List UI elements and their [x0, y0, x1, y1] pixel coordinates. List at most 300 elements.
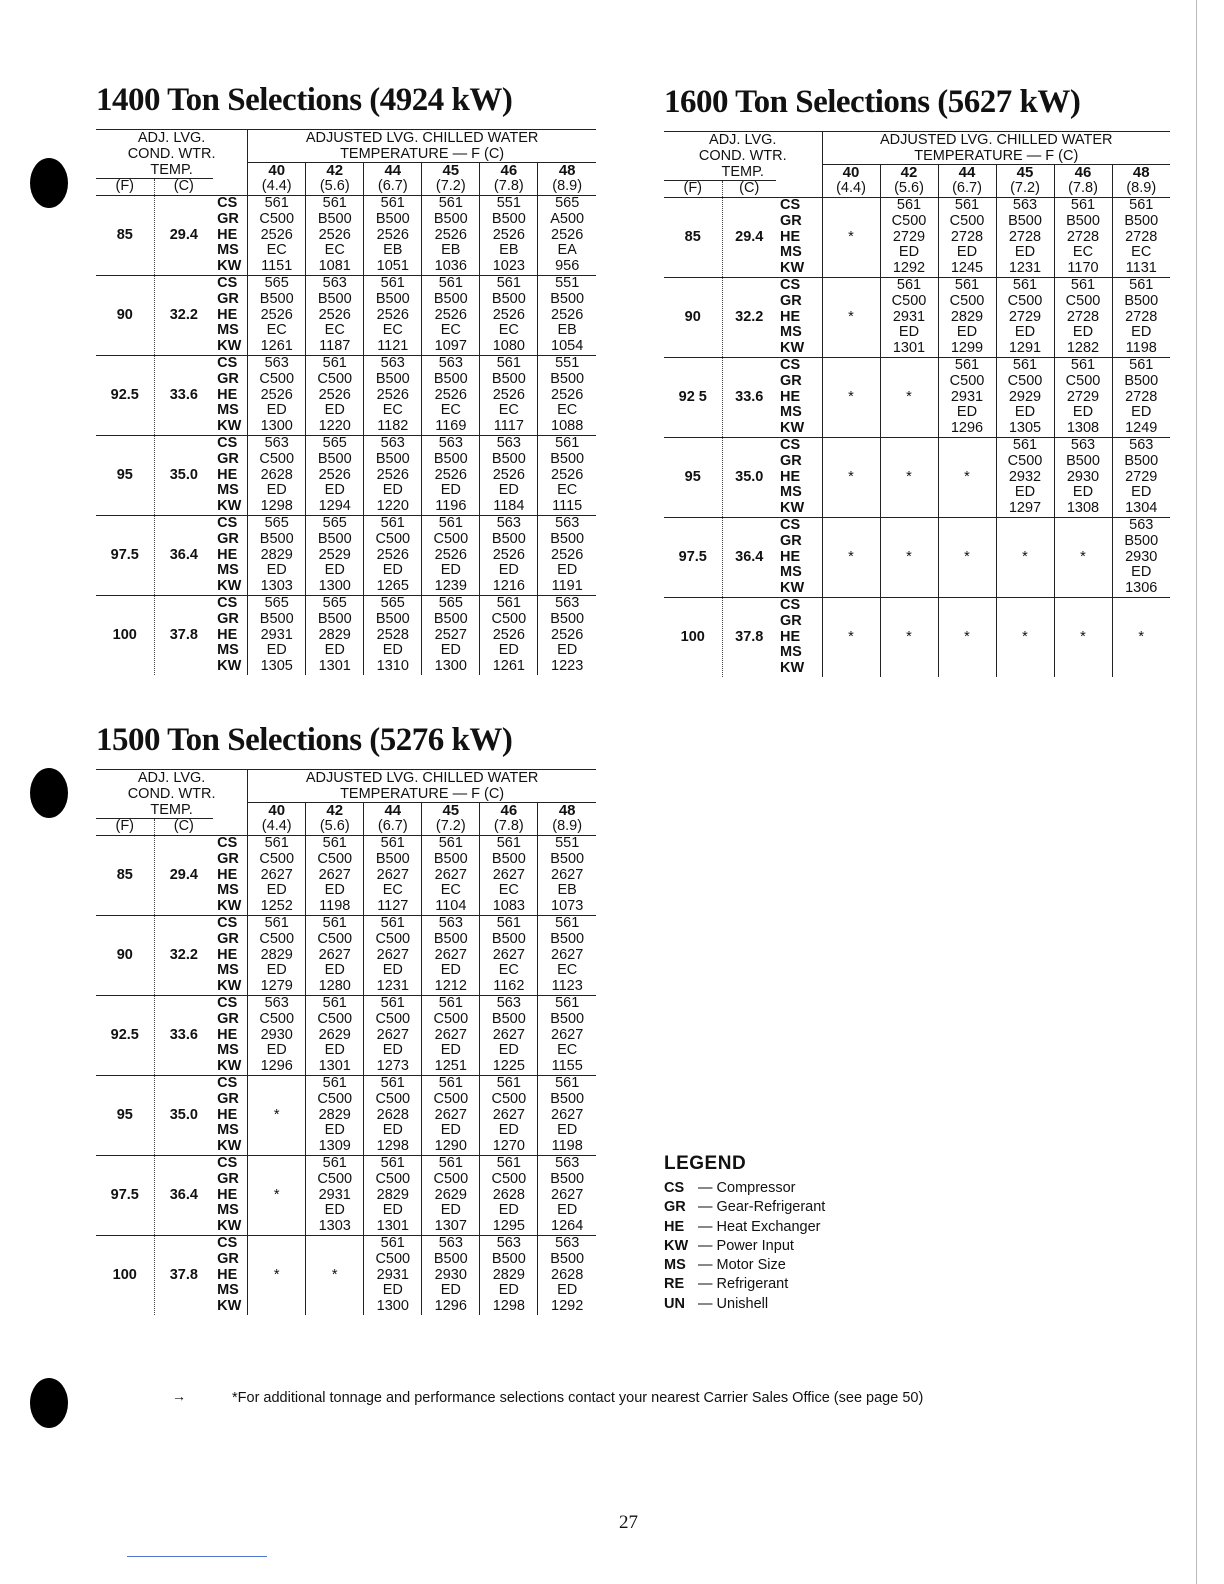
cell-value: 2627	[434, 1106, 467, 1123]
unavailable-cell: *	[822, 438, 880, 518]
cell-value: 2729	[1066, 388, 1100, 405]
cell-value: 565	[264, 515, 289, 532]
cell-value: 1088	[551, 418, 584, 435]
cell-value: 565	[555, 195, 580, 212]
cell-value: ED	[266, 562, 287, 579]
cell-value: 2526	[551, 226, 584, 243]
col-f-2: 44	[364, 803, 422, 819]
cell-value: ED	[324, 1122, 345, 1139]
legend-code: CS	[664, 1180, 685, 1196]
cell-value: 561	[954, 357, 980, 374]
selection-cell	[538, 196, 596, 276]
code-labels: CS GR HE MS KW	[217, 1075, 242, 1155]
selection-cell	[1054, 438, 1112, 518]
cell-value: B500	[491, 930, 526, 947]
selection-cell	[364, 516, 422, 596]
table-row	[96, 1076, 596, 1156]
cell-value: 561	[555, 915, 580, 932]
selection-cell	[1054, 198, 1112, 278]
unavailable-cell: *	[880, 518, 938, 598]
cell-value: 1292	[551, 1298, 584, 1315]
table-row	[664, 438, 1170, 518]
unavailable-cell: *	[822, 358, 880, 438]
cell-value: 2728	[950, 228, 984, 245]
cell-value: ED	[440, 642, 461, 659]
col-c-4: (7.8)	[480, 819, 538, 836]
selection-cell	[538, 356, 596, 436]
cell-value: C500	[491, 1090, 527, 1107]
header-c-row	[96, 819, 596, 836]
table-row	[96, 596, 596, 675]
cell-value: ED	[324, 402, 345, 419]
cell-value: 2729	[892, 228, 926, 245]
cell-value: EC	[498, 322, 519, 339]
cell-value: 1299	[950, 340, 984, 357]
cell-value: 563	[555, 1235, 580, 1252]
cell-value: B500	[1066, 212, 1100, 229]
header-chilled-line2: TEMPERATURE — F (C)	[340, 146, 505, 162]
cond-temp-f: 95	[664, 438, 722, 518]
cond-temp-f: 97.5	[664, 518, 722, 598]
cell-value: ED	[1014, 404, 1036, 421]
cond-temp-f: 90	[664, 278, 722, 358]
selection-cell	[364, 1156, 422, 1236]
cell-value: EC	[440, 882, 461, 899]
row-codes	[776, 598, 822, 677]
cell-value: 563	[1070, 437, 1096, 454]
legend-desc: — Motor Size	[698, 1257, 786, 1274]
cell-value: EC	[440, 322, 461, 339]
cond-temp-c: 37.8	[169, 1266, 198, 1283]
cell-value: 561	[322, 995, 347, 1012]
selection-cell	[1112, 438, 1170, 518]
cell-value: 1162	[493, 978, 525, 995]
cell-value: 1073	[551, 898, 584, 915]
cell-value: 563	[264, 995, 289, 1012]
cond-temp-c: 32.2	[154, 276, 213, 356]
cell-value: ED	[266, 482, 287, 499]
header-code-spacer	[213, 179, 248, 196]
cell-value: C500	[259, 210, 295, 227]
selection-cell	[422, 1236, 480, 1315]
cell-value: 2627	[551, 946, 584, 963]
col-f-0: 40	[822, 165, 880, 181]
cell-value: B500	[1124, 372, 1159, 389]
cell-value: 2526	[376, 226, 409, 243]
header-chilled-line1: ADJUSTED LVG. CHILLED WATER	[305, 770, 539, 786]
cell-value: 2627	[376, 1026, 409, 1043]
cell-value: B500	[317, 210, 352, 227]
cond-temp-c: 29.4	[722, 198, 776, 278]
cell-value: ED	[557, 1202, 578, 1219]
unit-c: (C)	[154, 819, 213, 836]
selection-cell	[422, 1076, 480, 1156]
col-c-0: (4.4)	[822, 181, 880, 198]
cell-value: ED	[440, 1122, 461, 1139]
legend-item	[664, 1295, 825, 1314]
row-codes	[213, 276, 248, 356]
selection-cell	[306, 996, 364, 1076]
cell-value: 2931	[376, 1266, 409, 1283]
header-c-row	[664, 181, 1170, 198]
cond-temp-c: 36.4	[154, 516, 213, 596]
legend	[664, 1153, 825, 1314]
legend-item	[664, 1179, 825, 1198]
cell-value: 565	[264, 595, 289, 612]
cell-value: 1298	[492, 1298, 525, 1315]
cell-value: B500	[259, 530, 294, 547]
header-chilled-line2: TEMPERATURE — F (C)	[914, 148, 1079, 164]
selection-cell	[538, 1156, 596, 1236]
cond-temp-c: 33.6	[154, 996, 213, 1076]
cell-value: 1307	[434, 1218, 467, 1235]
chilled-water-header	[248, 770, 596, 803]
selection-cell	[480, 356, 538, 436]
cell-value: ED	[498, 1282, 519, 1299]
cell-value: 561	[322, 1155, 347, 1172]
header-adj-lvg-line1: ADJ. LVG.	[137, 130, 206, 146]
cell-value: 1295	[492, 1218, 525, 1235]
cell-value: 1054	[551, 338, 584, 355]
cond-temp-f: 97.5	[96, 516, 154, 596]
cell-value: 561	[264, 915, 289, 932]
cell-value: C500	[891, 212, 927, 229]
col-c-4: (7.8)	[1054, 181, 1112, 198]
cell-value: 561	[438, 195, 463, 212]
cell-value: 1298	[260, 498, 293, 515]
cell-value: ED	[1072, 484, 1094, 501]
cell-value: 561	[438, 995, 463, 1012]
cond-temp-c: 29.4	[154, 196, 213, 276]
cell-value: EB	[499, 242, 519, 259]
col-c-5: (8.9)	[538, 819, 596, 836]
cell-value: C500	[375, 930, 411, 947]
cell-value: B500	[433, 290, 468, 307]
cell-value: 561	[380, 915, 405, 932]
cell-value: B500	[375, 610, 410, 627]
cell-value: 561	[496, 595, 521, 612]
cell-value: 563	[264, 355, 289, 372]
unavailable-cell: *	[248, 1236, 306, 1315]
cell-value: 561	[380, 1075, 405, 1092]
selection-cell	[538, 596, 596, 675]
cell-value: B500	[317, 290, 352, 307]
cell-value: ED	[382, 562, 403, 579]
cell-value: EB	[441, 242, 461, 259]
selection-cell	[996, 198, 1054, 278]
selection-cell	[248, 276, 306, 356]
cell-value: 565	[264, 275, 289, 292]
cell-value: 2627	[434, 866, 467, 883]
cell-value: 1216	[492, 578, 525, 595]
cell-value: 561	[438, 1075, 463, 1092]
row-codes	[776, 358, 822, 438]
cell-value: 2627	[434, 946, 467, 963]
col-f-4: 46	[480, 163, 538, 179]
selection-cell	[480, 596, 538, 675]
cell-value: 1115	[552, 498, 583, 515]
cell-value: 1220	[318, 418, 351, 435]
cell-value: B500	[1066, 452, 1100, 469]
cell-value: 1252	[260, 898, 293, 915]
cell-value: ED	[498, 1202, 519, 1219]
table-row	[664, 358, 1170, 438]
selection-cell	[480, 516, 538, 596]
legend-item	[664, 1218, 825, 1237]
cell-value: 2829	[260, 546, 293, 563]
cell-value: 563	[1012, 197, 1038, 214]
cell-value: B500	[491, 290, 526, 307]
cell-value: B500	[550, 1090, 585, 1107]
cell-value: 2627	[551, 1026, 584, 1043]
cell-value: 2526	[551, 386, 584, 403]
selection-cell	[422, 196, 480, 276]
cell-value: 565	[380, 595, 405, 612]
col-c-0: (4.4)	[248, 179, 306, 196]
selection-cell	[248, 916, 306, 996]
cell-value: 2728	[1066, 228, 1100, 245]
cell-value: ED	[557, 642, 578, 659]
cell-value: 1245	[950, 260, 984, 277]
cell-value: 1279	[260, 978, 293, 995]
table-row	[96, 1236, 596, 1315]
selection-cell	[480, 276, 538, 356]
cell-value: 1051	[376, 258, 409, 275]
cell-value: B500	[433, 610, 468, 627]
cell-value: C500	[433, 530, 469, 547]
cell-value: B500	[317, 610, 352, 627]
cell-value: ED	[956, 404, 978, 421]
header-temp: TEMP.	[150, 802, 193, 818]
unavailable-cell: *	[880, 598, 938, 677]
cell-value: 561	[380, 1235, 405, 1252]
selection-cell	[480, 196, 538, 276]
cell-value: EC	[498, 402, 519, 419]
row-codes	[213, 1156, 248, 1236]
unavailable-cell: *	[1112, 598, 1170, 677]
cell-value: C500	[1007, 452, 1043, 469]
selection-cell	[538, 436, 596, 516]
unavailable-cell: *	[248, 1156, 306, 1236]
unit-f: (F)	[664, 181, 722, 198]
legend-code: RE	[664, 1276, 685, 1293]
legend-item	[664, 1275, 825, 1294]
selection-cell	[538, 916, 596, 996]
cell-value: 1296	[260, 1058, 293, 1075]
code-labels: CS GR HE MS KW	[780, 597, 805, 677]
cell-value: 561	[1012, 357, 1038, 374]
selection-cell	[480, 916, 538, 996]
cell-value: ED	[557, 1282, 578, 1299]
cell-value: ED	[324, 1202, 345, 1219]
cell-value: ED	[498, 1122, 519, 1139]
cell-value: 2729	[1125, 468, 1158, 485]
selection-cell	[938, 198, 996, 278]
cell-value: ED	[557, 1122, 578, 1139]
cell-value: B500	[1008, 212, 1042, 229]
cell-value: 2627	[318, 946, 351, 963]
cell-value: B500	[317, 530, 352, 547]
header-chilled-line1: ADJUSTED LVG. CHILLED WATER	[305, 130, 539, 146]
cell-value: 1301	[318, 658, 351, 675]
cell-value: B500	[550, 610, 585, 627]
legend-code: HE	[664, 1218, 685, 1235]
cell-value: 2526	[260, 386, 293, 403]
cell-value: 1131	[1125, 260, 1157, 277]
cell-value: C500	[891, 292, 927, 309]
cell-value: 1182	[377, 418, 409, 435]
col-c-1: (5.6)	[306, 179, 364, 196]
selection-table-1600	[664, 131, 1170, 677]
col-f-4: 46	[1054, 165, 1112, 181]
cell-value: C500	[259, 930, 295, 947]
cell-value: C500	[949, 372, 985, 389]
cell-value: 1170	[1067, 260, 1099, 277]
cell-value: ED	[1072, 324, 1094, 341]
selection-cell	[938, 278, 996, 358]
cell-value: 2931	[318, 1186, 351, 1203]
row-codes	[213, 916, 248, 996]
cell-value: 2829	[318, 1106, 351, 1123]
cell-value: 2627	[551, 1186, 584, 1203]
cell-value: ED	[382, 1042, 403, 1059]
cell-value: 2526	[376, 306, 409, 323]
chilled-water-header	[248, 130, 596, 163]
unavailable-cell: *	[248, 1076, 306, 1156]
cell-value: 1127	[377, 898, 409, 915]
cell-value: ED	[956, 324, 978, 341]
cell-value: 563	[555, 515, 580, 532]
cell-value: 561	[322, 915, 347, 932]
cell-value: 2526	[434, 226, 467, 243]
code-labels: CS GR HE MS KW	[780, 517, 805, 597]
cell-value: 1296	[434, 1298, 467, 1315]
cond-temp-f: 97.5	[96, 1156, 154, 1236]
row-codes	[213, 516, 248, 596]
selection-cell	[364, 196, 422, 276]
cell-value: ED	[1131, 484, 1152, 501]
cell-value: B500	[550, 1250, 585, 1267]
cell-value: B500	[550, 450, 585, 467]
cell-value: ED	[324, 1042, 345, 1059]
cell-value: B500	[550, 290, 585, 307]
cell-value: 1239	[434, 578, 467, 595]
cell-value: C500	[375, 1010, 411, 1027]
cell-value: C500	[317, 1170, 353, 1187]
cell-value: B500	[1124, 452, 1159, 469]
legend-code: MS	[664, 1257, 686, 1274]
cell-value: 2627	[376, 866, 409, 883]
selection-cell	[538, 1076, 596, 1156]
cell-value: 2829	[318, 626, 351, 643]
cell-value: 1308	[1066, 420, 1100, 437]
cell-value: 563	[555, 1155, 580, 1172]
cell-value: 2528	[376, 626, 409, 643]
header-code-spacer	[776, 181, 822, 198]
selection-cell	[306, 516, 364, 596]
cell-value: 1231	[1008, 260, 1042, 277]
cell-value: C500	[1007, 292, 1043, 309]
cell-value: EC	[557, 482, 578, 499]
cell-value: 2526	[260, 306, 293, 323]
cell-value: 2930	[1125, 548, 1158, 565]
selection-cell	[422, 436, 480, 516]
cond-temp-f: 95	[96, 436, 154, 516]
cell-value: ED	[382, 1202, 403, 1219]
cell-value: ED	[1014, 484, 1036, 501]
cell-value: B500	[433, 850, 468, 867]
selection-cell	[306, 596, 364, 675]
cell-value: C500	[433, 1010, 469, 1027]
cell-value: EC	[382, 322, 403, 339]
cell-value: 2931	[260, 626, 293, 643]
cond-temp-c: 29.4	[154, 836, 213, 916]
cell-value: 561	[380, 195, 405, 212]
cond-temp-f: 85	[664, 198, 722, 278]
cell-value: 2627	[434, 1026, 467, 1043]
cell-value: 1303	[318, 1218, 351, 1235]
cell-value: ED	[898, 244, 920, 261]
cell-value: 2526	[318, 226, 351, 243]
cell-value: 561	[380, 835, 405, 852]
cell-value: EC	[266, 322, 287, 339]
table-row	[96, 196, 596, 276]
row-codes	[213, 356, 248, 436]
cell-value: 561	[1070, 357, 1096, 374]
cell-value: 2628	[492, 1186, 525, 1203]
selection-cell	[1112, 518, 1170, 598]
code-labels: CS GR HE MS KW	[217, 435, 242, 515]
code-labels: CS GR HE MS KW	[217, 595, 242, 675]
header-code-spacer	[213, 819, 248, 836]
col-f-3: 45	[422, 163, 480, 179]
cell-value: ED	[557, 562, 578, 579]
cell-value: ED	[382, 482, 403, 499]
cond-temp-c: 32.2	[154, 916, 213, 996]
row-codes	[213, 996, 248, 1076]
cell-value: 2526	[434, 386, 467, 403]
cell-value: ED	[498, 562, 519, 579]
row-codes	[213, 436, 248, 516]
cond-temp-c: 33.6	[154, 356, 213, 436]
cell-value: 561	[1070, 277, 1096, 294]
cell-value: 1155	[551, 1058, 583, 1075]
cell-value: 2729	[1008, 308, 1042, 325]
selection-cell	[996, 438, 1054, 518]
selection-cell	[480, 1236, 538, 1315]
cell-value: 1261	[492, 658, 525, 675]
header-row	[96, 770, 596, 803]
cell-value: 1306	[1125, 580, 1158, 597]
cell-value: 565	[322, 515, 347, 532]
cell-value: 2526	[434, 466, 467, 483]
cell-value: ED	[1014, 244, 1036, 261]
cell-value: EC	[1072, 244, 1094, 261]
cell-value: 1220	[376, 498, 409, 515]
header-chilled-line1: ADJUSTED LVG. CHILLED WATER	[879, 132, 1113, 148]
legend-code: GR	[664, 1199, 686, 1216]
cell-value: C500	[1007, 372, 1043, 389]
cond-temp-f: 95	[96, 1076, 154, 1156]
cell-value: 561	[896, 277, 922, 294]
cell-value: B500	[433, 1250, 468, 1267]
selection-table-1400	[96, 129, 596, 675]
cell-value: 1123	[551, 978, 583, 995]
punch-hole-1	[30, 158, 68, 208]
col-f-5: 48	[538, 803, 596, 819]
cell-value: 561	[380, 995, 405, 1012]
cond-temp-f: 85	[96, 196, 154, 276]
